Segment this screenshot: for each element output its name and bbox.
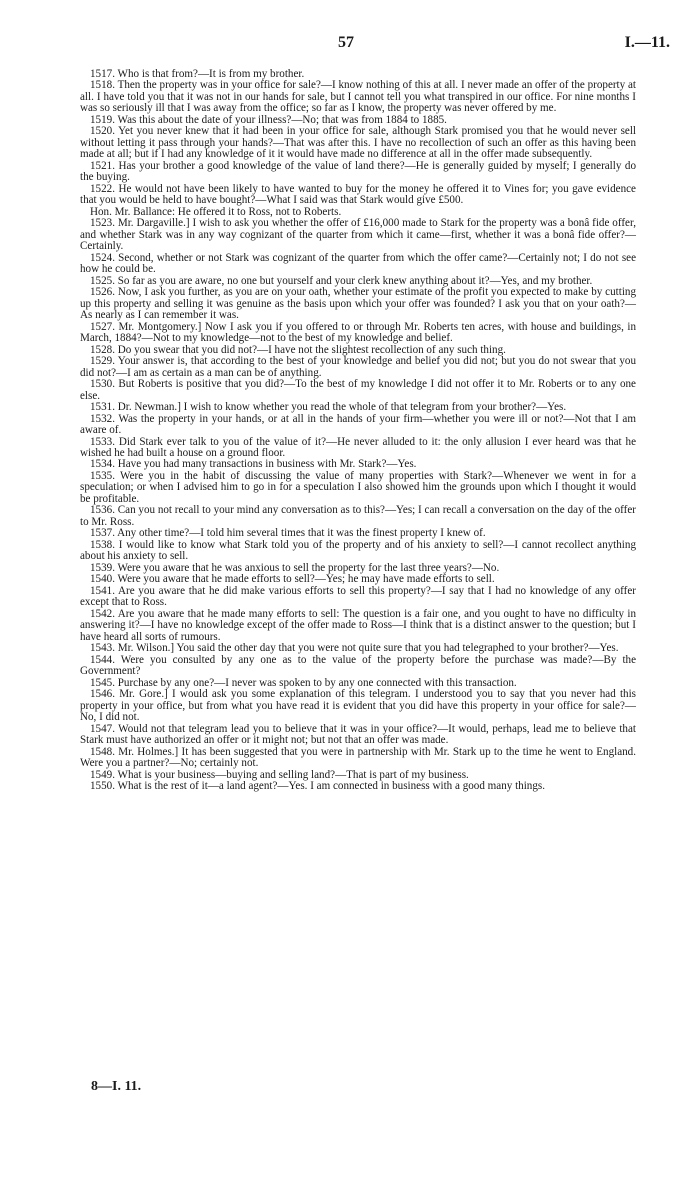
evidence-paragraph: 1528. Do you swear that you did not?—I have not the slightest recollection of any such thing. xyxy=(90,343,506,356)
evidence-paragraph: 1542. Are you aware that he made many efforts to sell: The question is a fair one, and you ought to have no difficulty in answering it?—I have no knowledge except of the offer made to Ross—I think that is a distinct answer to the question; but I have heard all sorts of rumours. xyxy=(80,607,636,643)
evidence-paragraph: 1543. Mr. Wilson.] You said the other day that you were not quite sure that you had telegraphed to your brother?—Yes. xyxy=(90,642,619,655)
evidence-paragraph: 1529. Your answer is, that according to the best of your knowledge and belief you did not; but you do not swear that you did not?—I am as certain as a man can be of anything. xyxy=(80,355,636,379)
evidence-paragraph: 1532. Was the property in your hands, or at all in the hands of your firm—whether you were ill or not?—Not that I am aware of. xyxy=(80,412,636,437)
evidence-paragraph: 1522. He would not have been likely to have wanted to buy for the money he offered it to Vines for; you gave evidence that you would be held to have bought?—What I said was that Stark would give £500. xyxy=(80,182,636,207)
evidence-paragraph: 1518. Then the property was in your office for sale?—I know nothing of this at all. I never made an offer of the property at all. I have told you that it was not in our hands for sale, but I cannot tell you what transpired in our office. For nine months I was so seriously ill that I was away from the office; so far as I know, the property was never offered by me. xyxy=(80,79,636,115)
page-number: 57 xyxy=(338,34,354,51)
document-reference: I.—11. xyxy=(624,34,670,51)
evidence-text xyxy=(80,69,636,793)
evidence-paragraph: 1536. Can you not recall to your mind any conversation as to this?—Yes; I can recall a conversation on the day of the offer to Mr. Ross. xyxy=(80,504,636,528)
evidence-paragraph: 1535. Were you in the habit of discussing the value of many properties with Stark?—Whenever we went in for a speculation; or when I advised him to go in for a speculation I also showed him the grounds upon which I thought it would be profitable. xyxy=(80,469,636,505)
evidence-paragraph: 1525. So far as you are aware, no one but yourself and your clerk knew anything about it?—Yes, and my brother. xyxy=(90,274,593,287)
evidence-paragraph: 1521. Has your brother a good knowledge of the value of land there?—He is generally guided by myself; I generally do the buying. xyxy=(80,159,636,184)
evidence-paragraph: 1523. Mr. Dargaville.] I wish to ask you whether the offer of £16,000 made to Stark for the property was a bonâ fide offer, and whether Stark was in any way cognizant of the quarter from which it came—first, whether it was a bonâ fide offer?—Certainly. xyxy=(80,217,636,253)
evidence-paragraph: Hon. Mr. Ballance: He offered it to Ross, not to Roberts. xyxy=(90,205,342,218)
evidence-paragraph: 1526. Now, I ask you further, as you are on your oath, whether your estimate of the profit you expected to make by cutting up this property and selling it was genuine as the basis upon which your offer was founded? I ask you that on your oath?—As nearly as I can remember it was. xyxy=(80,286,636,322)
evidence-paragraph: 1524. Second, whether or not Stark was cognizant of the quarter from which the offer came?—Certainly not; I do not see how he could be. xyxy=(80,251,636,276)
evidence-paragraph: 1547. Would not that telegram lead you to believe that it was in your office?—It would, perhaps, lead me to believe that Stark must have authorized an offer or it might not; but not that an offer was made. xyxy=(80,722,636,747)
sheet-signature: 8—I. 11. xyxy=(91,1079,142,1094)
evidence-paragraph: 1544. Were you consulted by any one as to the value of the property before the purchase was made?—By the Government? xyxy=(80,653,636,678)
evidence-paragraph: 1545. Purchase by any one?—I never was spoken to by any one connected with this transaction. xyxy=(90,676,517,689)
evidence-paragraph: 1539. Were you aware that he was anxious to sell the property for the last three years?—No. xyxy=(90,561,500,574)
evidence-paragraph: 1520. Yet you never knew that it had been in your office for sale, although Stark promised you that he would never sell without letting it pass through your hands?—That was after this. I have no recollection of such an offer as this having been made at all; but if I had any knowledge of it it would have made no difference at all in the offer made subsequently. xyxy=(80,125,636,161)
evidence-paragraph: 1549. What is your business—buying and selling land?—That is part of my business. xyxy=(90,768,469,781)
page-header xyxy=(80,34,670,56)
evidence-paragraph: 1527. Mr. Montgomery.] Now I ask you if you offered to or through Mr. Roberts ten acres, with house and buildings, in March, 1884?—Not to my knowledge—not to the best of my knowledge and belief. xyxy=(80,320,636,345)
evidence-paragraph: 1548. Mr. Holmes.] It has been suggested that you were in partnership with Mr. Stark up to the time he went to England. Were you a partner?—No; certainly not. xyxy=(80,745,636,770)
evidence-paragraph: 1540. Were you aware that he made efforts to sell?—Yes; he may have made efforts to sell. xyxy=(90,573,495,586)
evidence-paragraph: 1519. Was this about the date of your illness?—No; that was from 1884 to 1885. xyxy=(90,113,447,126)
evidence-paragraph: 1517. Who is that from?—It is from my brother. xyxy=(90,68,305,80)
evidence-paragraph: 1537. Any other time?—I told him several times that it was the finest property I knew of. xyxy=(90,527,486,540)
evidence-paragraph: 1550. What is the rest of it—a land agent?—Yes. I am connected in business with a good many things. xyxy=(90,780,545,793)
evidence-paragraph: 1538. I would like to know what Stark told you of the property and of his anxiety to sell?—I cannot recollect anything about his anxiety to sell. xyxy=(80,538,636,563)
evidence-paragraph: 1541. Are you aware that he did make various efforts to sell this property?—I say that I had no knowledge of any offer except that to Ross. xyxy=(80,584,636,609)
evidence-paragraph: 1533. Did Stark ever talk to you of the value of it?—He never alluded to it: the only allusion I ever heard was that he wished he had built a house on a ground floor. xyxy=(80,435,636,459)
evidence-paragraph: 1546. Mr. Gore.] I would ask you some explanation of this telegram. I understood you to say that you never had this property in your office, but from what you have read it is evident that you did have this property in your office for sale?—No, I did not. xyxy=(80,688,636,724)
evidence-paragraph: 1530. But Roberts is positive that you did?—To the best of my knowledge I did not offer it to Mr. Roberts or to any one else. xyxy=(80,378,636,402)
evidence-paragraph: 1531. Dr. Newman.] I wish to know whether you read the whole of that telegram from your brother?—Yes. xyxy=(90,401,567,414)
evidence-paragraph: 1534. Have you had many transactions in business with Mr. Stark?—Yes. xyxy=(90,458,417,471)
